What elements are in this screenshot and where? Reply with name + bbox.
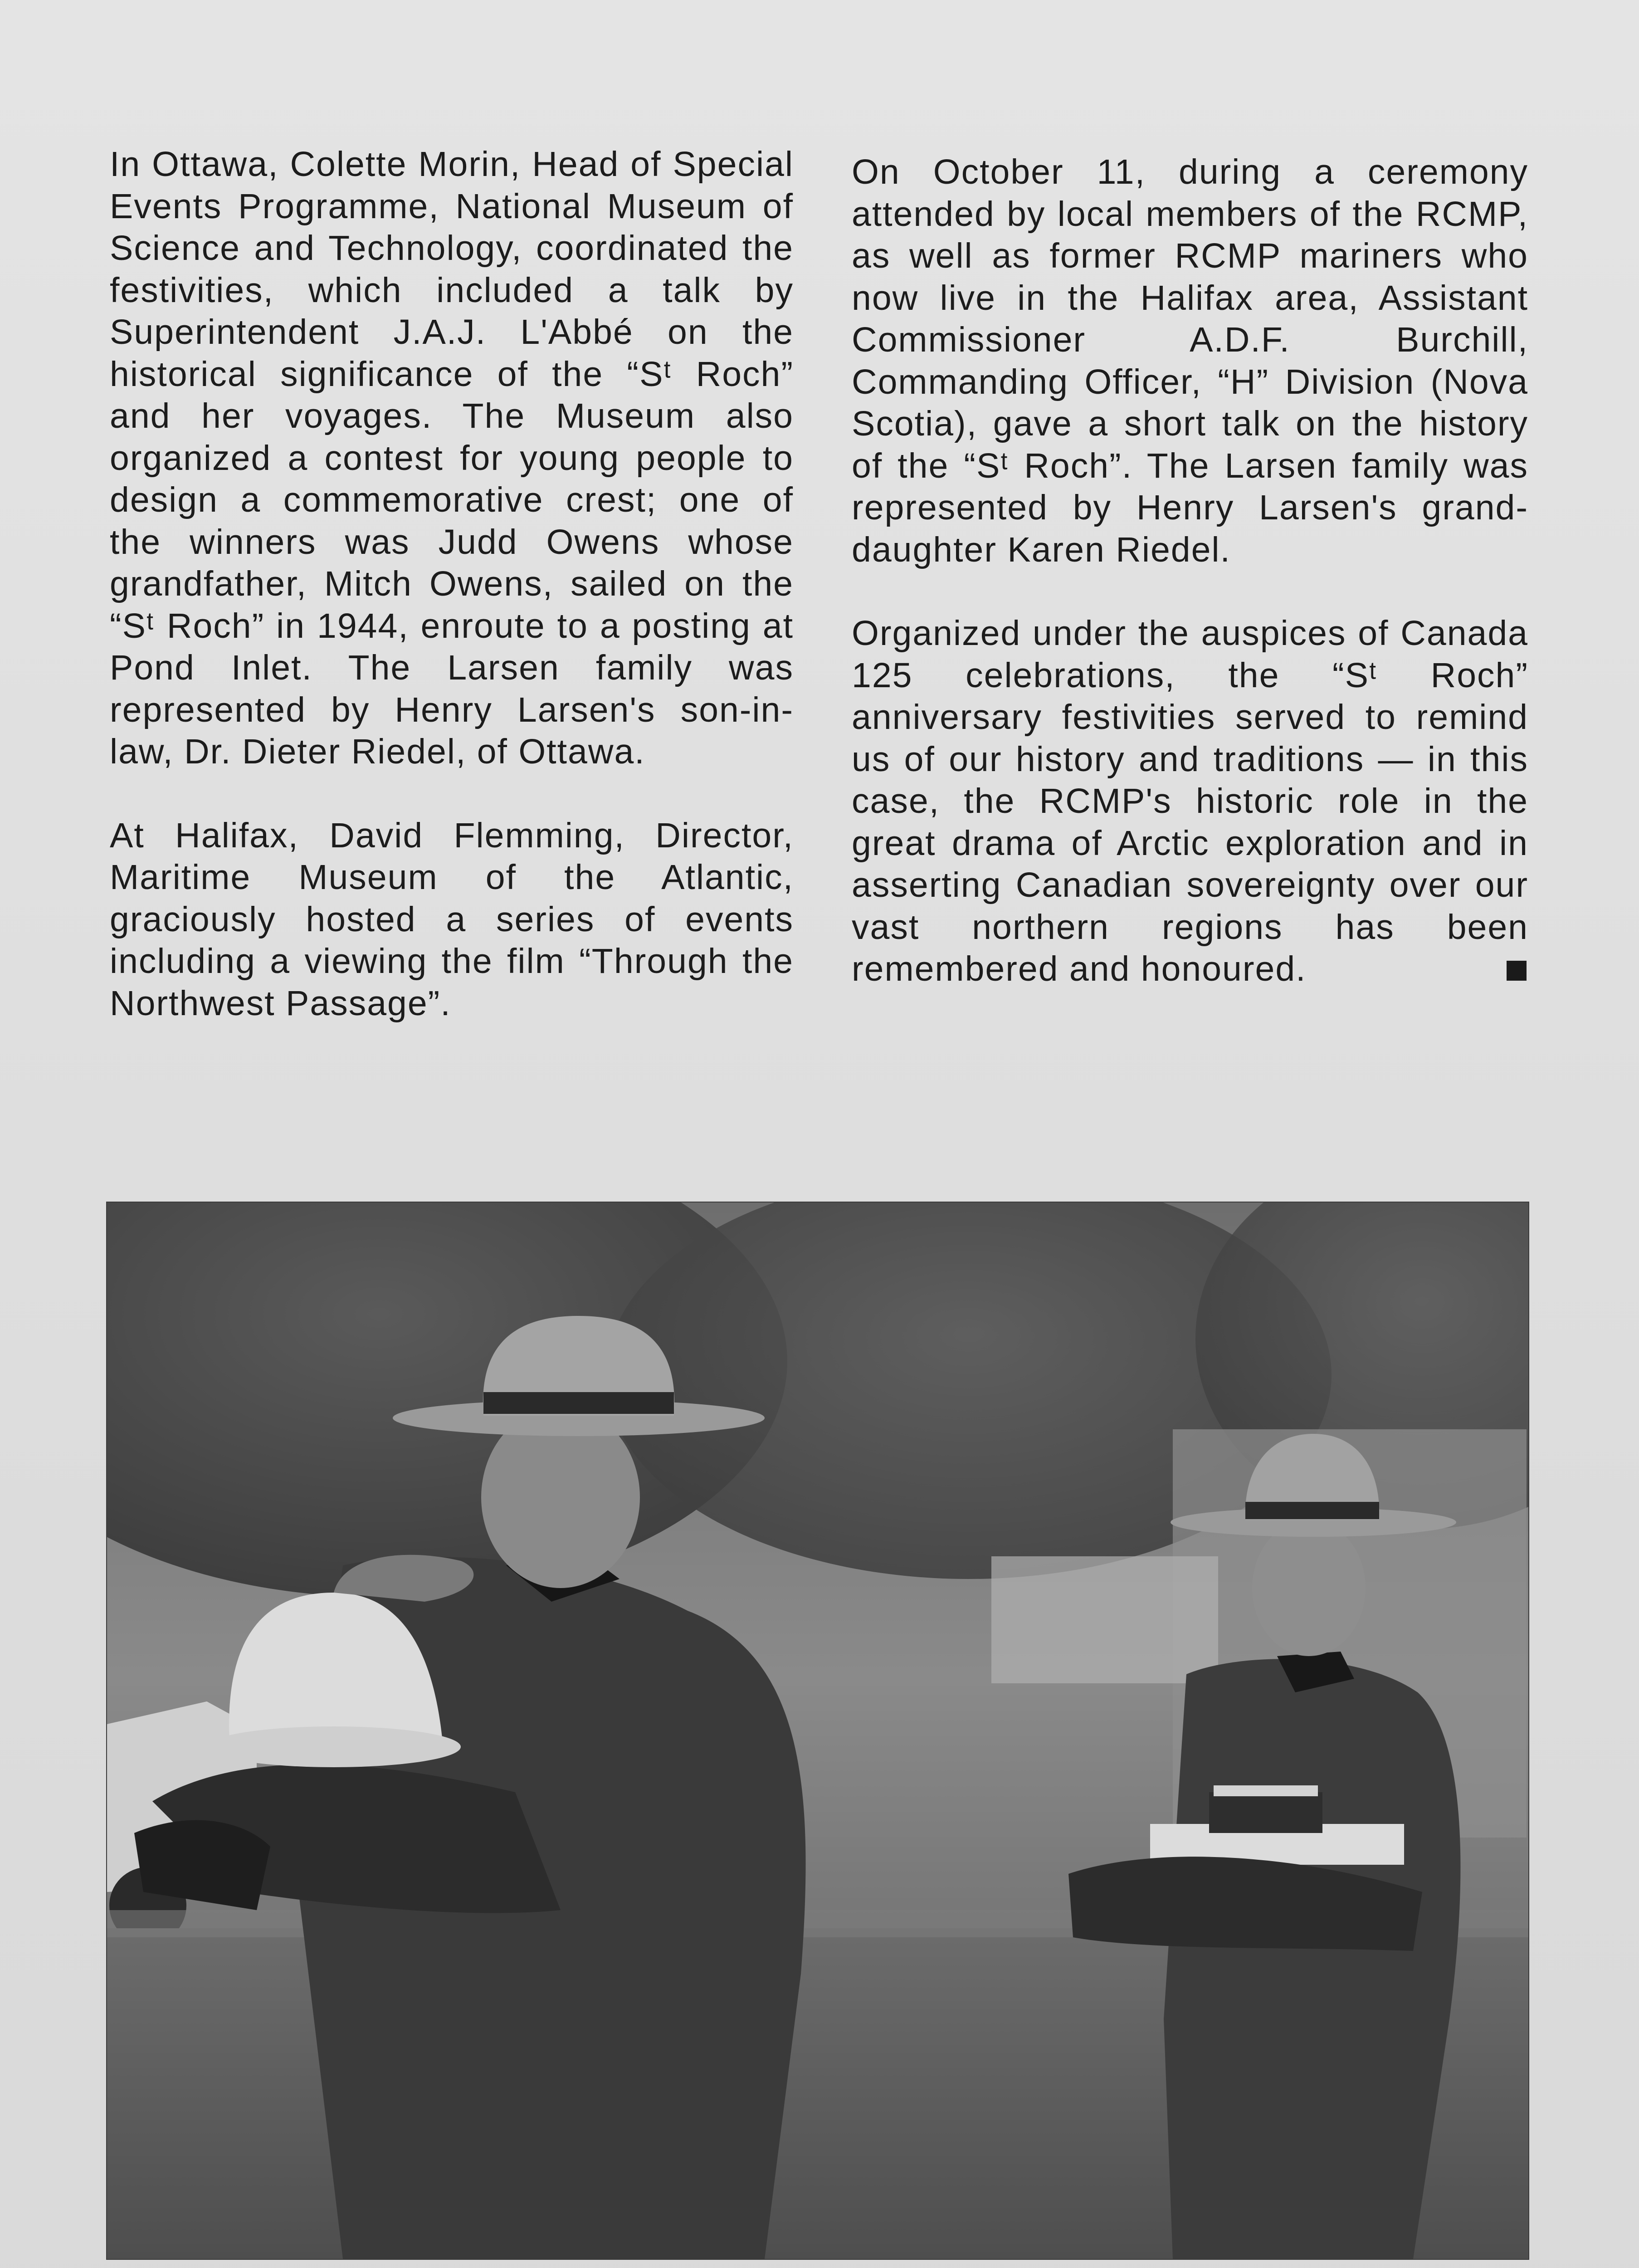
paragraph-october-ceremony: On October 11, during a ceremony attended by local members of the RCMP, as well as former RCMP mariners who now live in the Halifax area, Assistant Commissioner A.D.F. Burchill, Commanding Officer, “H” Division (Nova Scotia), gave a short talk on the history of the “Sᵗ Roch”. The Larsen family was represented by Henry Larsen's grand-daughter Karen Riedel. xyxy=(852,152,1528,569)
paragraph-canada-125-text: Organized under the auspices of Canada 125 celebrations, the “Sᵗ Roch” anniversary festivities served to remind us of our history and traditions — in this case, the RCMP's historic role in the great drama of Arctic exploration and in asserting Canadian sovereignty over our vast northern regions has been remembered and honoured. xyxy=(852,614,1528,988)
paragraph-canada-125 xyxy=(852,612,1528,990)
ceremonial-troop-photo xyxy=(106,1202,1529,2260)
right-text-column xyxy=(852,151,1528,990)
paragraph-halifax: At Halifax, David Flemming, Director, Maritime Museum of the Atlantic, graciously hosted a series of events including a viewing the film “Through the Northwest Passage”. xyxy=(110,816,794,1023)
left-text-column xyxy=(110,143,794,1024)
paragraph-ottawa: In Ottawa, Colette Morin, Head of Special Events Programme, National Museum of Science and Technology, coordinated the festivities, which included a talk by Superintendent J.A.J. L'Abbé on the historical significance of the “Sᵗ Roch” and her voyages. The Museum also organized a contest for young people to design a commemorative crest; one of the winners was Judd Owens whose grandfather, Mitch Owens, sailed on the “Sᵗ Roch” in 1944, enroute to a posting at Pond Inlet. The Larsen family was represented by Henry Larsen's son-in-law, Dr. Dieter Riedel, of Ottawa. xyxy=(110,145,794,771)
end-of-article-mark xyxy=(1507,961,1527,981)
